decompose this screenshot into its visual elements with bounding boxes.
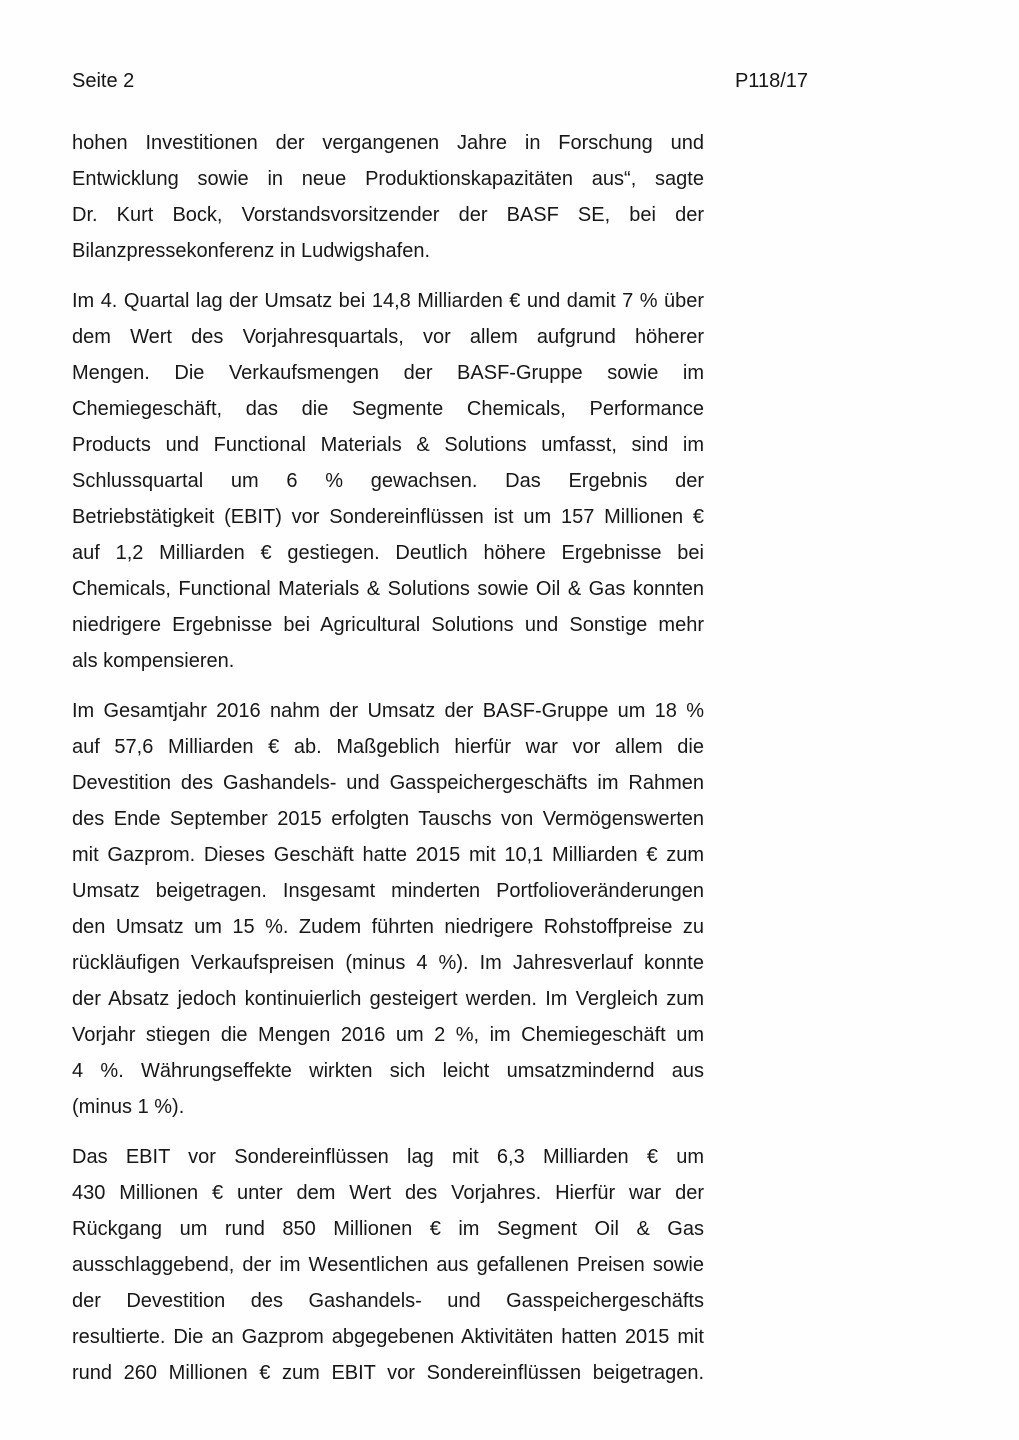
text-line: auf 1,2 Milliarden € gestiegen. Deutlich höhere Ergebnisse bei (72, 542, 704, 564)
paragraph-ebit (72, 1139, 704, 1391)
document-body (72, 125, 704, 1405)
text-line: Bilanzpressekonferenz in Ludwigshafen. (72, 240, 430, 262)
text-line: der Absatz jedoch kontinuierlich gesteigert werden. Im Vergleich zum (72, 988, 704, 1010)
text-line: Im 4. Quartal lag der Umsatz bei 14,8 Milliarden € und damit 7 % über (72, 290, 704, 312)
text-line: der Devestition des Gashandels- und Gasspeichergeschäfts (72, 1290, 704, 1312)
text-line: hohen Investitionen der vergangenen Jahre in Forschung und (72, 132, 704, 154)
text-line: mit Gazprom. Dieses Geschäft hatte 2015 mit 10,1 Milliarden € zum (72, 844, 704, 866)
text-line: niedrigere Ergebnisse bei Agricultural Solutions und Sonstige mehr (72, 614, 704, 636)
text-line: Vorjahr stiegen die Mengen 2016 um 2 %, im Chemiegeschäft um (72, 1024, 704, 1046)
text-line: auf 57,6 Milliarden € ab. Maßgeblich hierfür war vor allem die (72, 736, 704, 758)
paragraph-full-year-sales (72, 693, 704, 1125)
page-header (72, 70, 808, 92)
text-line: dem Wert des Vorjahresquartals, vor allem aufgrund höherer (72, 326, 704, 348)
page-number-label: Seite 2 (72, 70, 135, 92)
paragraph-q4-results (72, 283, 704, 679)
text-line: Im Gesamtjahr 2016 nahm der Umsatz der BASF-Gruppe um 18 % (72, 700, 704, 722)
text-line: des Ende September 2015 erfolgten Tauschs von Vermögenswerten (72, 808, 704, 830)
text-line: Das EBIT vor Sondereinflüssen lag mit 6,3 Milliarden € um (72, 1146, 704, 1168)
text-line: (minus 1 %). (72, 1096, 185, 1118)
text-line: Chemiegeschäft, das die Segmente Chemicals, Performance (72, 398, 704, 420)
text-line: Schlussquartal um 6 % gewachsen. Das Ergebnis der (72, 470, 704, 492)
text-line: ausschlaggebend, der im Wesentlichen aus gefallenen Preisen sowie (72, 1254, 704, 1276)
text-line: Products und Functional Materials & Solutions umfasst, sind im (72, 434, 704, 456)
text-line: Devestition des Gashandels- und Gasspeichergeschäfts im Rahmen (72, 772, 704, 794)
text-line: Rückgang um rund 850 Millionen € im Segment Oil & Gas (72, 1218, 704, 1240)
text-line: rund 260 Millionen € zum EBIT vor Sondereinflüssen beigetragen. (72, 1362, 704, 1384)
text-line: Mengen. Die Verkaufsmengen der BASF-Gruppe sowie im (72, 362, 704, 384)
text-line: den Umsatz um 15 %. Zudem führten niedrigere Rohstoffpreise zu (72, 916, 704, 938)
text-line: rückläufigen Verkaufspreisen (minus 4 %). Im Jahresverlauf konnte (72, 952, 704, 974)
text-line: Chemicals, Functional Materials & Solutions sowie Oil & Gas konnten (72, 578, 704, 600)
text-line: Betriebstätigkeit (EBIT) vor Sondereinflüssen ist um 157 Millionen € (72, 506, 704, 528)
text-line: Umsatz beigetragen. Insgesamt minderten Portfolioveränderungen (72, 880, 704, 902)
text-line: als kompensieren. (72, 650, 235, 672)
text-line: 4 %. Währungseffekte wirkten sich leicht umsatzmindernd aus (72, 1060, 704, 1082)
text-line: Entwicklung sowie in neue Produktionskapazitäten aus“, sagte (72, 168, 704, 190)
text-line: 430 Millionen € unter dem Wert des Vorjahres. Hierfür war der (72, 1182, 704, 1204)
text-line: resultierte. Die an Gazprom abgegebenen Aktivitäten hatten 2015 mit (72, 1326, 704, 1348)
text-line: Dr. Kurt Bock, Vorstandsvorsitzender der BASF SE, bei der (72, 204, 704, 226)
press-release-number: P118/17 (734, 70, 808, 92)
paragraph-intro-quote (72, 125, 704, 269)
